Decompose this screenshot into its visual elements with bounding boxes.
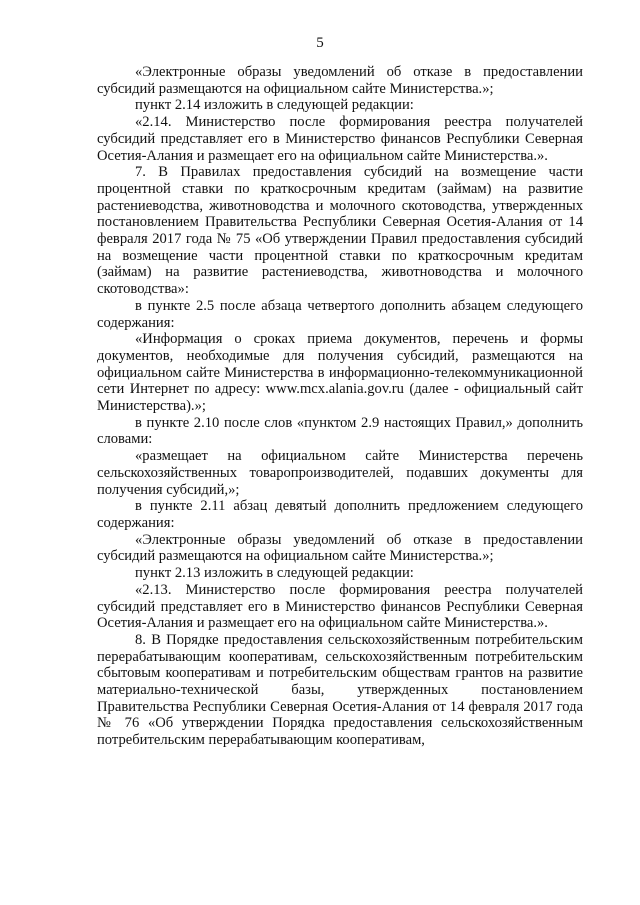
paragraph: пункт 2.14 изложить в следующей редакции:: [135, 97, 414, 114]
paragraph: «Информация о сроках приема документов, перечень и формы документов, необходимые для получения субсидий, размещаются на официальном сайте Министерства в информационно-телекоммуникационной сети Интернет по адресу: www.mcx.alania.gov.ru (далее - официальный сайт Министерства).»;: [97, 331, 583, 415]
paragraph: «2.13. Министерство после формирования реестра получателей субсидий представляет его в Министерство финансов Республики Северная Осетия-Алания и размещает его на официальном сайте Министерства.».: [97, 581, 583, 632]
paragraph: «Электронные образы уведомлений об отказе в предоставлении субсидий размещаются на официальном сайте Министерства.»;: [97, 64, 583, 97]
paragraph: «размещает на официальном сайте Министерства перечень сельскохозяйственных товаропроизводителей, подавших документы для получения субсидий,»;: [97, 448, 583, 498]
paragraph: пункт 2.13 изложить в следующей редакции:: [135, 565, 414, 582]
page-number: 5: [316, 35, 324, 51]
paragraph: в пункте 2.5 после абзаца четвертого дополнить абзацем следующего содержания:: [97, 297, 583, 331]
paragraph: 8. В Порядке предоставления сельскохозяйственным потребительским перерабатывающим кооперативам, сельскохозяйственным потребительским сбытовым кооперативам и потребительским обществам грантов на развитие материально-технической базы, утвержденных постановлением Правительства Республики Северная Осетия-Алания от 14 февраля 2017 года № 76 «Об утверждении Порядка предоставления сельскохозяйственным потребительским перерабатывающим кооперативам,: [97, 631, 583, 749]
paragraph: в пункте 2.10 после слов «пунктом 2.9 настоящих Правил,» дополнить словами:: [97, 414, 583, 448]
paragraph: 7. В Правилах предоставления субсидий на возмещение части процентной ставки по краткосрочным кредитам (займам) на развитие растениеводства, животноводства и молочного скотоводства, утвержденных постановлением Правительства Республики Северная Осетия-Алания от 14 февраля 2017 года № 75 «Об утверждении Правил предоставления субсидий на возмещение части процентной ставки по краткосрочным кредитам (займам) на развитие растениеводства, животноводства и молочного скотоводства»:: [97, 164, 583, 298]
paragraph: в пункте 2.11 абзац девятый дополнить предложением следующего содержания:: [97, 498, 583, 531]
document-body: [97, 64, 583, 749]
paragraph: «2.14. Министерство после формирования реестра получателей субсидий представляет его в Министерство финансов Республики Северная Осетия-Алания и размещает его на официальном сайте Министерства.».: [97, 114, 583, 164]
paragraph: «Электронные образы уведомлений об отказе в предоставлении субсидий размещаются на официальном сайте Министерства.»;: [97, 531, 583, 565]
